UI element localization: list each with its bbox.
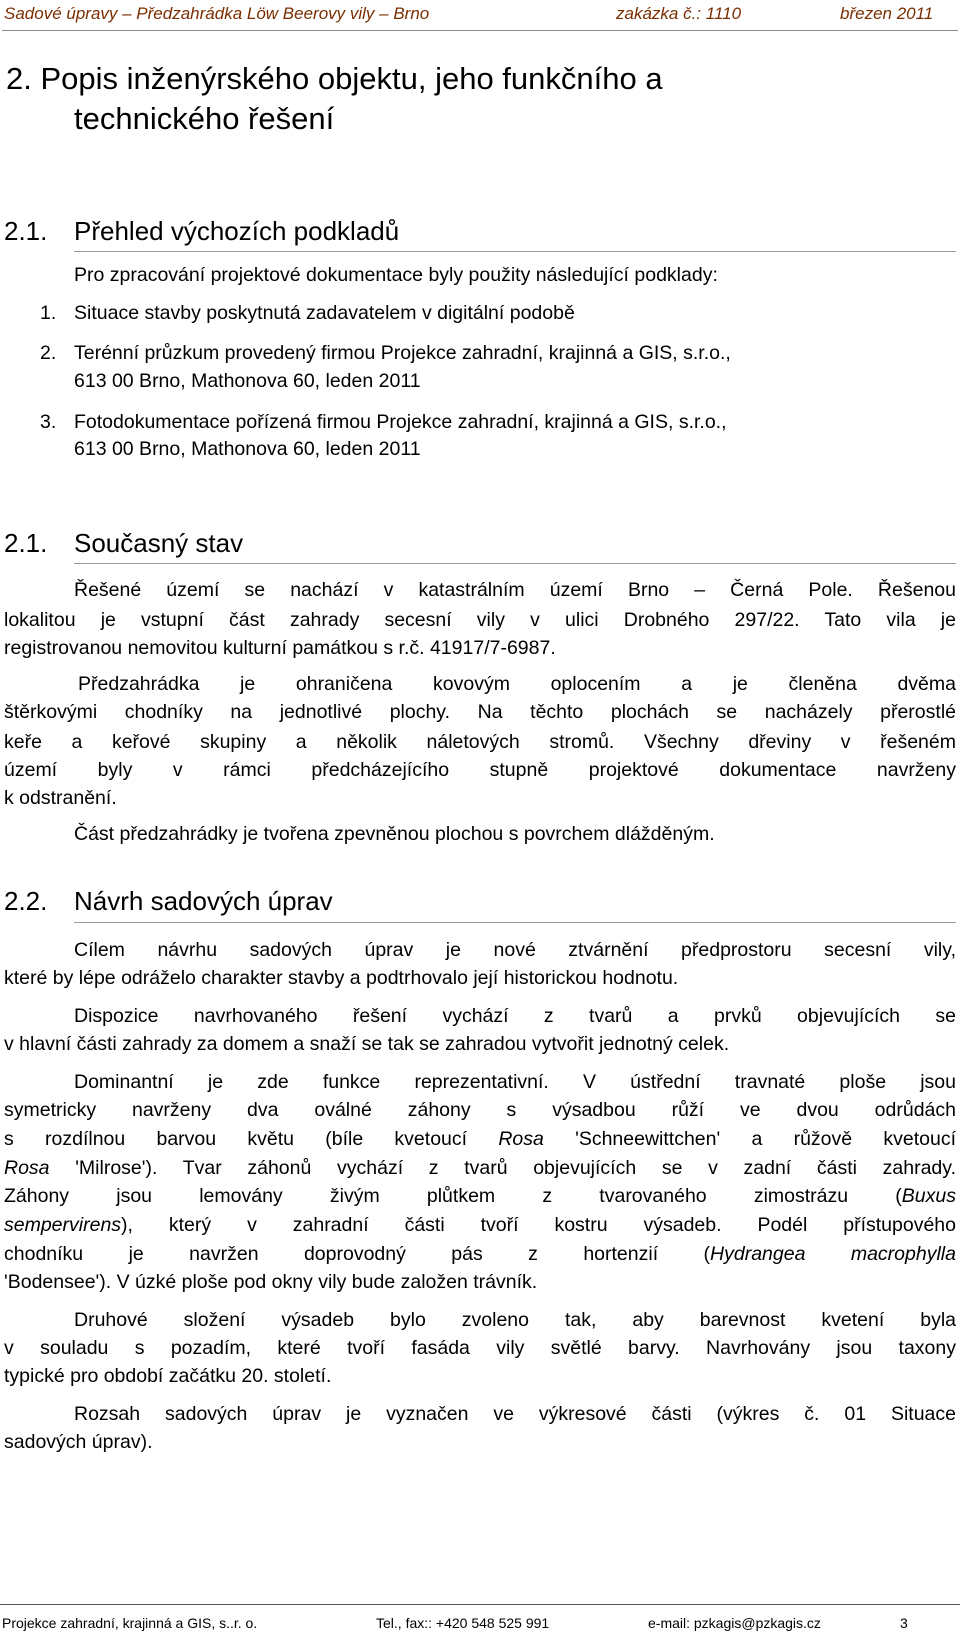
footer-divider xyxy=(0,1604,960,1605)
footer-phone: Tel., fax:: +420 548 525 991 xyxy=(376,1615,550,1631)
source-item-3-text-cont: 613 00 Brno, Mathonova 60, leden 2011 xyxy=(74,438,421,460)
source-item-1-text: Situace stavby poskytnutá zadavatelem v digitální podobě xyxy=(74,302,575,324)
section-title-line1: 2. Popis inženýrského objektu, jeho funkčního a xyxy=(6,61,663,96)
heading-number: 2.1. xyxy=(4,528,48,558)
latin-name: sempervirens xyxy=(4,1214,122,1236)
proposal-p3-line-8: 'Bodensee'). V úzké ploše pod okny vily bude založen trávník. xyxy=(4,1271,538,1293)
source-item-3-number: 3. xyxy=(40,411,57,433)
header-project: Sadové úpravy – Předzahrádka Löw Beerovy vily – Brno xyxy=(4,4,430,23)
source-item-3-text: Fotodokumentace pořízená firmou Projekce zahradní, krajinná a GIS, s.r.o., xyxy=(74,411,727,433)
header-divider xyxy=(2,30,958,31)
proposal-p1-line-1: Cílem návrhu sadových úprav je nové ztvárnění předprostoru secesní vily, xyxy=(74,939,956,961)
current-state-line-7: území byly v rámci předcházejícího stupně projektové dokumentace navrženy xyxy=(4,759,956,781)
proposal-p4-line-1: Druhové složení výsadeb bylo zvoleno tak, aby barevnost kvetení byla xyxy=(74,1309,956,1331)
page-number: 3 xyxy=(900,1615,908,1631)
current-state-line-1: Řešené území se nachází v katastrálním území Brno – Černá Pole. Řešenou xyxy=(74,579,956,601)
heading-text: Současný stav xyxy=(74,528,244,558)
current-state-line-6: keře a keřové skupiny a několik náletových stromů. Všechny dřeviny v řešeném xyxy=(4,731,956,753)
header-contract: zakázka č.: 1110 xyxy=(616,4,742,23)
heading-current-state xyxy=(4,528,243,559)
current-state-line-8: k odstranění. xyxy=(4,787,117,809)
latin-name: Hydrangea macrophylla xyxy=(710,1243,956,1265)
heading-underline xyxy=(74,251,956,252)
page-header xyxy=(0,0,960,34)
header-date: březen 2011 xyxy=(840,4,934,23)
latin-name: Buxus xyxy=(901,1185,956,1207)
source-item-2-number: 2. xyxy=(40,342,57,364)
proposal-p3-line-3: s rozdílnou barvou květu (bíle kvetoucí Rosa 'Schneewittchen' a růžově kvetoucí xyxy=(4,1128,956,1150)
current-state-line-9: Část předzahrádky je tvořena zpevněnou plochou s povrchem dlážděným. xyxy=(74,823,715,845)
proposal-p3-line-4: Rosa 'Milrose'). Tvar záhonů vychází z tvarů objevujících se v zadní části zahrady. xyxy=(4,1157,956,1179)
proposal-p5-line-1: Rozsah sadových úprav je vyznačen ve výkresové části (výkres č. 01 Situace xyxy=(74,1403,956,1425)
latin-name: Rosa xyxy=(4,1157,50,1179)
proposal-p2-line-1: Dispozice navrhovaného řešení vychází z tvarů a prvků objevujících se xyxy=(74,1005,956,1027)
proposal-p4-line-3: typické pro období začátku 20. století. xyxy=(4,1365,332,1387)
source-item-2-text-cont: 613 00 Brno, Mathonova 60, leden 2011 xyxy=(74,370,421,392)
source-item-2-text: Terénní průzkum provedený firmou Projekce zahradní, krajinná a GIS, s.r.o., xyxy=(74,342,731,364)
sources-intro: Pro zpracování projektové dokumentace byly použity následující podklady: xyxy=(74,264,718,286)
heading-text: Přehled výchozích podkladů xyxy=(74,216,400,246)
proposal-p3-line-1: Dominantní je zde funkce reprezentativní. V ústřední travnaté ploše jsou xyxy=(74,1071,956,1093)
heading-text: Návrh sadových úprav xyxy=(74,886,333,916)
heading-underline xyxy=(74,922,956,923)
proposal-p3-line-6: sempervirens), který v zahradní části tvoří kostru výsadeb. Podél přístupového xyxy=(4,1214,956,1236)
current-state-line-5: štěrkovými chodníky na jednotlivé plochy. Na těchto plochách se nacházely přerostlé xyxy=(4,701,956,723)
latin-name: Rosa xyxy=(498,1128,544,1150)
footer-company: Projekce zahradní, krajinná a GIS, s..r. o. xyxy=(2,1615,258,1631)
heading-2-2-proposal xyxy=(4,886,333,917)
source-item-1-number: 1. xyxy=(40,302,57,324)
section-title-line2: technického řešení xyxy=(74,101,335,136)
heading-number: 2.1. xyxy=(4,216,48,246)
heading-2-1-sources xyxy=(4,216,399,247)
heading-number: 2.2. xyxy=(4,886,48,916)
proposal-p3-line-5: Záhony jsou lemovány živým plůtkem z tvarovaného zimostrázu (Buxus xyxy=(4,1185,956,1207)
proposal-p3-line-7: chodníku je navržen doprovodný pás z hortenzií (Hydrangea macrophylla xyxy=(4,1243,956,1265)
proposal-p4-line-2: v souladu s pozadím, které tvoří fasáda vily světlé barvy. Navrhovány jsou taxony xyxy=(4,1337,956,1359)
footer-email: e-mail: pzkagis@pzkagis.cz xyxy=(648,1615,821,1631)
proposal-p1-line-2: které by lépe odráželo charakter stavby a podtrhovalo její historickou hodnotu. xyxy=(4,967,679,989)
proposal-p5-line-2: sadových úprav). xyxy=(4,1431,153,1453)
current-state-line-2: lokalitou je vstupní část zahrady secesní vily v ulici Drobného 297/22. Tato vila je xyxy=(4,609,956,631)
current-state-line-4: Předzahrádka je ohraničena kovovým oplocením a je členěna dvěma xyxy=(78,673,956,695)
current-state-line-3: registrovanou nemovitou kulturní památkou s r.č. 41917/7-6987. xyxy=(4,637,556,659)
heading-underline xyxy=(74,563,956,564)
proposal-p2-line-2: v hlavní části zahrady za domem a snaží se tak se zahradou vytvořit jednotný celek. xyxy=(4,1033,730,1055)
proposal-p3-line-2: symetricky navrženy dva oválné záhony s výsadbou růží ve dvou odrůdách xyxy=(4,1099,956,1121)
